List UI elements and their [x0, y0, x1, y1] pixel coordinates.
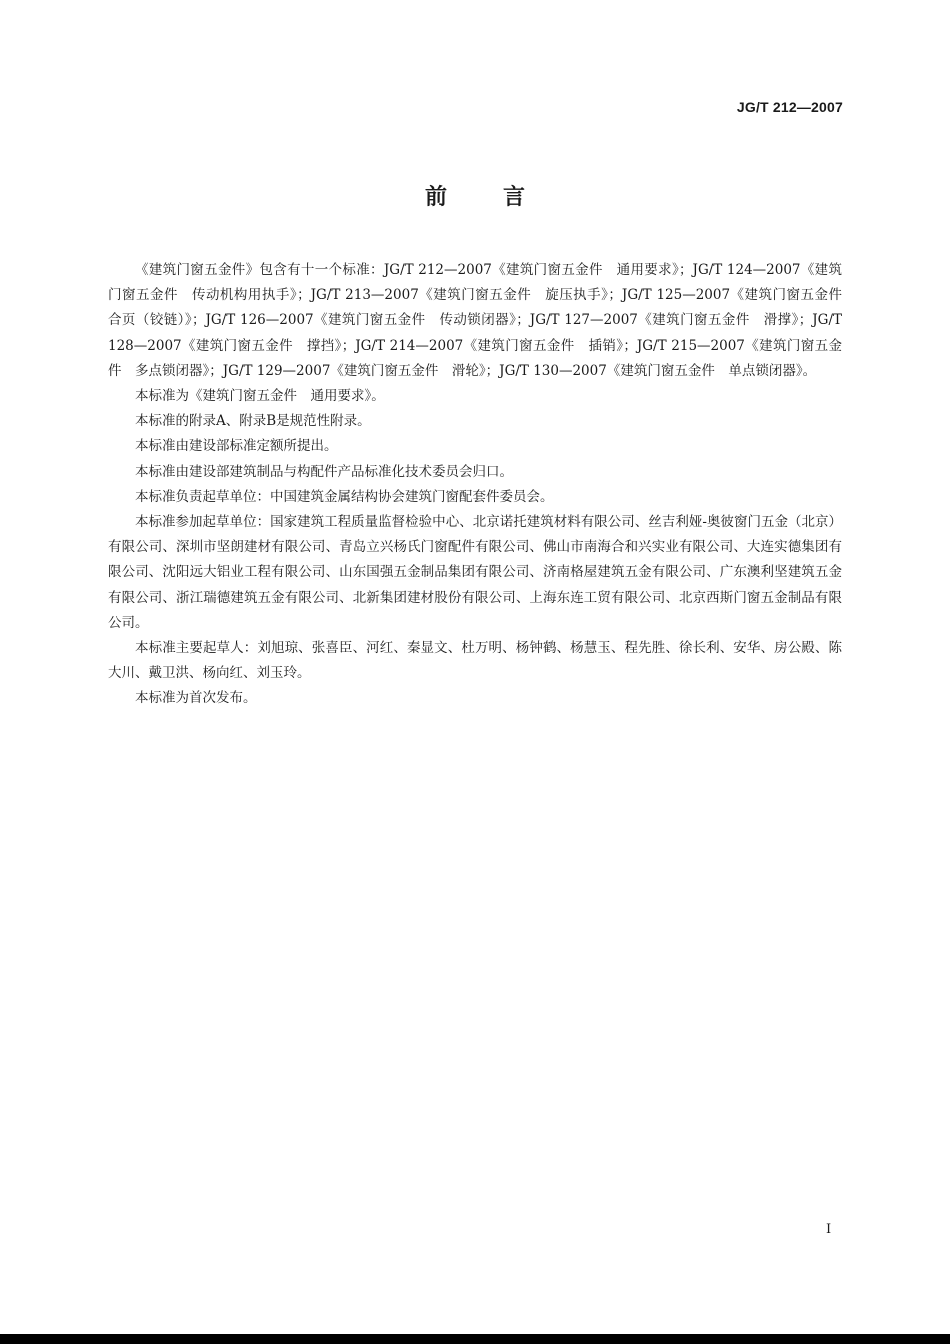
page-number: I	[826, 1222, 832, 1237]
paragraph-first-release: 本标准为首次发布。	[135, 690, 257, 707]
paragraph-standards-list: 《建筑门窗五金件》包含有十一个标准：JG/T 212—2007《建筑门窗五金件 通用要求》；JG/T 124—2007《建筑门窗五金件 传动机构用执手》；JG/T 213—2007《建筑门窗五金件 旋压执手》；JG/T 125—2007《建筑门窗五金件 合页（铰链）》；JG/T 126—2007《建筑门窗五金件 传动锁闭器》；JG/T 127—2007《建筑门窗五金件 滑撑》；JG/T 128—2007《建筑门窗五金件 撑挡》；JG/T 214—2007《建筑门窗五金件 插销》；JG/T 215—2007《建筑门窗五金件 多点锁闭器》；JG/T 129—2007《建筑门窗五金件 滑轮》；JG/T 130—2007《建筑门窗五金件 单点锁闭器》。	[108, 262, 856, 379]
page-title: 前言	[424, 185, 581, 210]
paragraph-appendix: 本标准的附录A、附录B是规范性附录。	[135, 413, 371, 430]
paragraph-proposer: 本标准由建设部标准定额所提出。	[135, 438, 338, 455]
paragraph-administrator: 本标准由建设部建筑制品与构配件产品标准化技术委员会归口。	[135, 463, 513, 480]
paragraph-main-drafters: 本标准主要起草人：刘旭琼、张喜臣、河红、秦显文、杜万明、杨钟鹤、杨慧玉、程先胜、徐长利、安华、房公殿、陈大川、戴卫洪、杨向红、刘玉玲。	[108, 640, 842, 682]
paragraph-lead-drafter: 本标准负责起草单位：中国建筑金属结构协会建筑门窗配套件委员会。	[135, 488, 554, 505]
paragraph-participating-drafters: 本标准参加起草单位：国家建筑工程质量监督检验中心、北京诺托建筑材料有限公司、丝吉利娅-奥彼窗门五金（北京）有限公司、深圳市坚朗建材有限公司、青岛立兴杨氏门窗配件有限公司、佛山市南海合和兴实业有限公司、大连实德集团有限公司、沈阳远大铝业工程有限公司、山东国强五金制品集团有限公司、济南格屋建筑五金有限公司、广东澳利坚建筑五金有限公司、浙江瑞德建筑五金有限公司、北新集团建材股份有限公司、上海东连工贸有限公司、北京西斯门窗五金制品有限公司。	[108, 514, 842, 631]
paragraph-scope: 本标准为《建筑门窗五金件 通用要求》。	[135, 388, 385, 405]
standard-code: JG/T 212—2007	[736, 99, 843, 115]
bottom-edge-bar	[0, 1334, 950, 1344]
foreword-body	[108, 258, 856, 712]
